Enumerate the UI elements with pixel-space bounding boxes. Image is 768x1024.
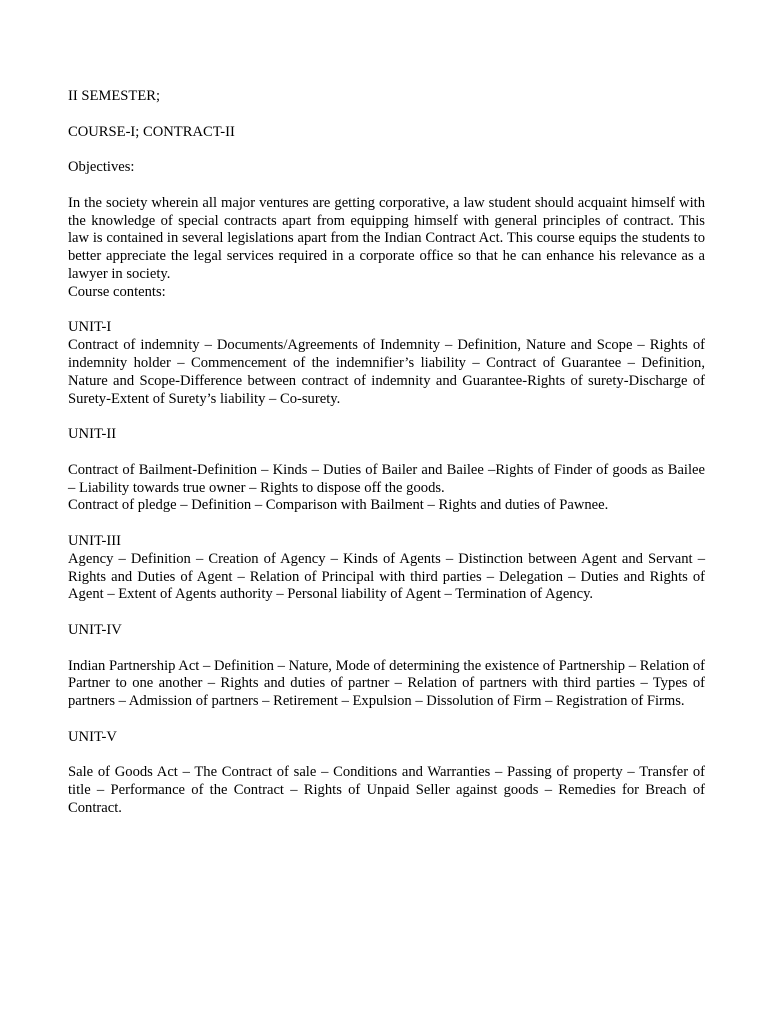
spacer (68, 302, 705, 320)
unit-1-heading: UNIT-I (68, 319, 112, 336)
semester-heading: II SEMESTER; (68, 88, 161, 104)
objectives-heading: Objectives: (68, 159, 135, 176)
unit-4-heading: UNIT-IV (68, 621, 122, 638)
unit-4-paragraph: Indian Partnership Act – Definition – Nature, Mode of determining the existence of Partnership – Relation of Partner to one another – Rights and duties of partner – Relation of partners with third parties – Types of partners – Admission of partners – Retirement – Expulsion – Dissolution of Firm – Registration of Firms. (68, 657, 705, 710)
unit-2-heading: UNIT-II (68, 426, 117, 443)
unit-2-paragraph-pledge: Contract of pledge – Definition – Comparison with Bailment – Rights and duties of Pawnee. (68, 497, 609, 514)
course-title: COURSE-I; CONTRACT-II (68, 123, 235, 140)
course-contents-heading: Course contents: (68, 283, 166, 300)
unit-2-paragraph-bailment: Contract of Bailment-Definition – Kinds – Duties of Bailer and Bailee –Rights of Finder of goods as Bailee – Liability towards true owner – Rights to dispose off the goods. (68, 461, 705, 496)
spacer (68, 604, 705, 622)
spacer (68, 746, 705, 764)
spacer (68, 444, 705, 462)
unit-5-paragraph: Sale of Goods Act – The Contract of sale – Conditions and Warranties – Passing of property – Transfer of title – Performance of the Contract – Rights of Unpaid Seller against goods – Remedies for Breach of Contract. (68, 764, 705, 816)
unit-3-paragraph: Agency – Definition – Creation of Agency – Kinds of Agents – Distinction between Agent and Servant – Rights and Duties of Agent – Relation of Principal with third parties – Delegation – Duties and Rights of Agent – Extent of Agents authority – Personal liability of Agent – Termination of Agency. (68, 550, 705, 603)
spacer (68, 515, 705, 533)
spacer (68, 408, 705, 426)
spacer (68, 106, 705, 124)
document-page (68, 88, 705, 818)
objectives-paragraph: In the society wherein all major ventures are getting corporative, a law student should acquaint himself with the knowledge of special contracts apart from equipping himself with general principles of contract. This law is contained in several legislations apart from the Indian Contract Act. This course equips the students to better appreciate the legal services required in a corporate office so that he can enhance his relevance as a lawyer in society. (68, 194, 705, 282)
unit-3-heading: UNIT-III (68, 532, 121, 549)
spacer (68, 177, 705, 195)
unit-5-heading: UNIT-V (68, 728, 117, 745)
spacer (68, 711, 705, 729)
spacer (68, 640, 705, 658)
unit-1-paragraph: Contract of indemnity – Documents/Agreements of Indemnity – Definition, Nature and Scope – Rights of indemnity holder – Commencement of the indemnifier’s liability – Contract of Guarantee – Definition, Nature and Scope-Difference between contract of indemnity and Guarantee-Rights of surety-Discharge of Surety-Extent of Surety’s liability – Co-surety. (68, 337, 705, 407)
spacer (68, 141, 705, 159)
